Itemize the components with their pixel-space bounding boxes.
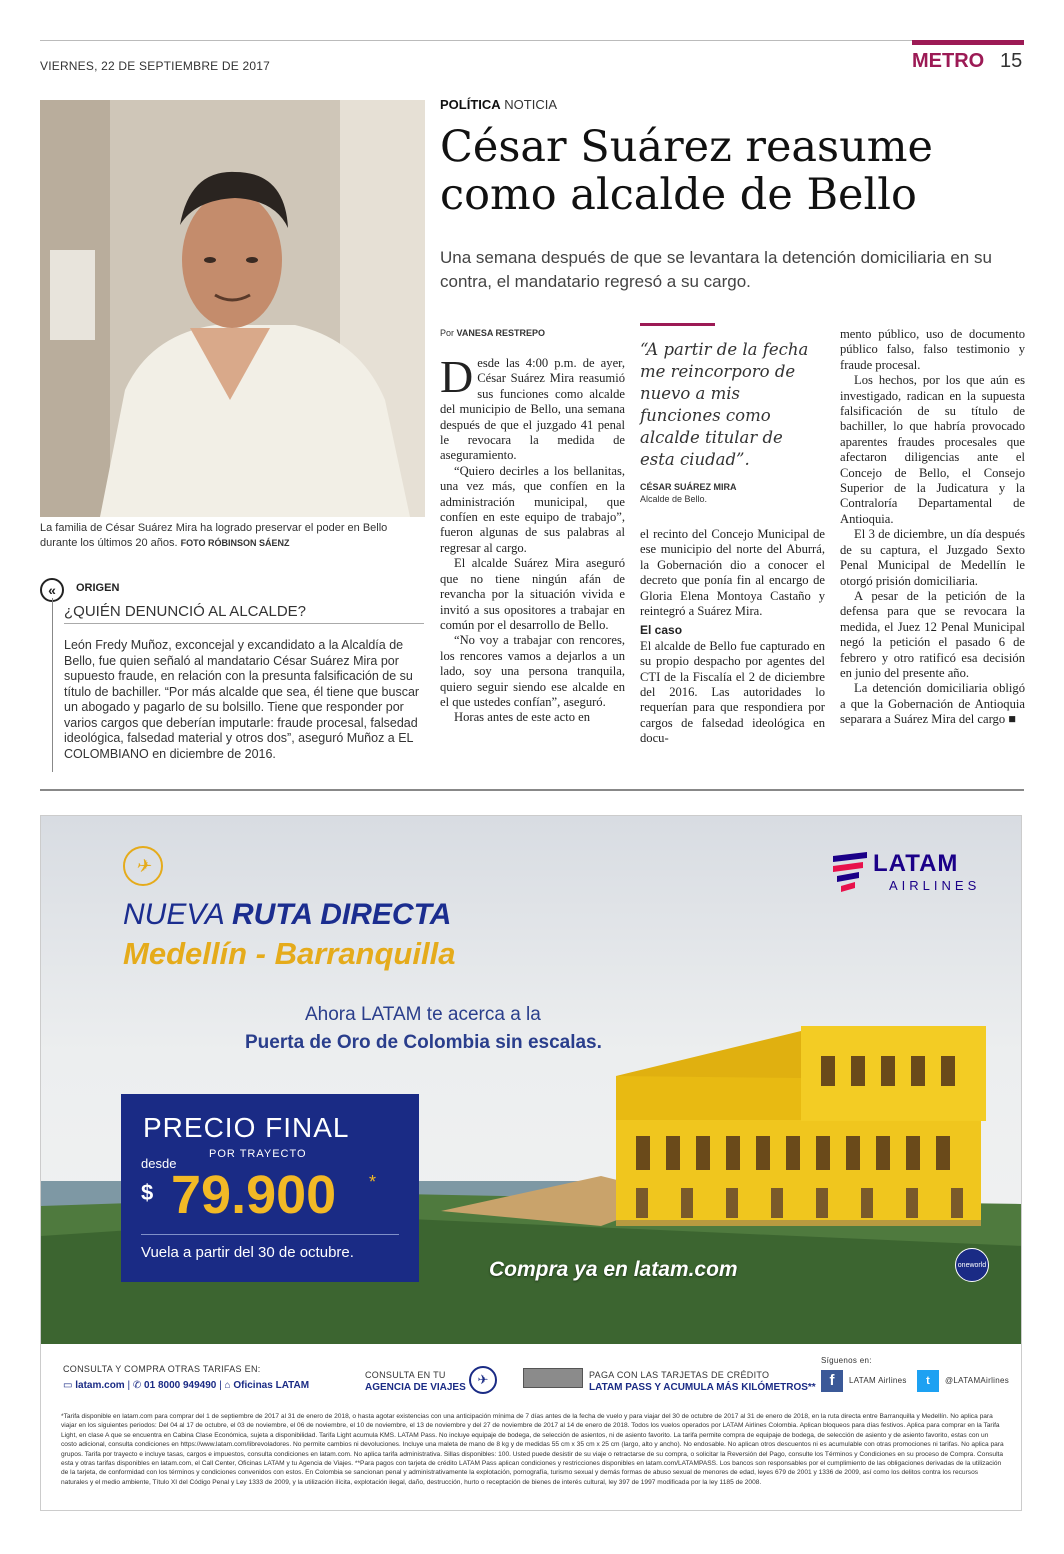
agency-icon: ✈: [469, 1366, 497, 1394]
mayor-photo-illustration: [40, 100, 425, 517]
page-number: 15: [1000, 50, 1023, 72]
col2-paragraph-1: el recinto del Concejo Municipal de ese municipio del norte del Aburrá, la Gobernación dio a conocer el decreto que ponía fin al encargo de Gloria Elena Montoya Castaño y reintegró a Suárez Mira.: [640, 527, 825, 619]
price-title: PRECIO FINAL: [143, 1112, 350, 1143]
footer-sep: |: [127, 1380, 133, 1391]
article-ad-separator: [40, 789, 1024, 791]
latam-advertisement[interactable]: [40, 815, 1022, 1511]
issue-date: VIERNES, 22 DE SEPTIEMBRE DE 2017: [40, 59, 271, 73]
col3-paragraph-1: mento público, uso de documento público falso, falso testimonio y fraude procesal.: [840, 327, 1025, 372]
ad-tagline-1: Ahora LATAM te acerca a la: [305, 1004, 541, 1025]
subtitle: Una semana después de que se levantara la detención domiciliaria en su contra, el mandatario regresó a su cargo.: [440, 248, 992, 291]
monitor-icon: ▭: [63, 1380, 73, 1391]
office-icon: ⌂: [224, 1380, 231, 1391]
price-subtitle: POR TRAYECTO: [209, 1148, 307, 1160]
latam-brand: LATAM: [873, 850, 959, 877]
price-box: [121, 1094, 419, 1282]
footer-web-link[interactable]: latam.com: [75, 1380, 125, 1391]
price-asterisk: *: [369, 1172, 377, 1192]
price-desde: desde: [141, 1156, 177, 1171]
footer-consulta-label: CONSULTA Y COMPRA OTRAS TARIFAS EN:: [63, 1364, 261, 1374]
price-amount: 79.900: [171, 1165, 337, 1225]
kicker-section: POLÍTICA: [440, 97, 501, 112]
photo-credit: FOTO RÓBINSON SÁENZ: [180, 538, 290, 548]
origin-text: León Fredy Muñoz, exconcejal y excandidato a la Alcaldía de Bello, fue quien señaló al mandatario César Suárez Mira por supuesto fraude, en relación con la presunta falsificación de su título de bachiller. “Por más alcalde que sea, él tiene que buscar un abogado y pagarlo de su bolsillo. Tiene que responder por varios cargos que deberían imputarle: fraude procesal, falsedad ideológica, falsedad material y otros dos”, aseguró Muñoz a EL COLOMBIANO en diciembre de 2016.: [64, 638, 420, 761]
footer-follow-label: Síguenos en:: [821, 1356, 872, 1365]
col3-paragraph-4: A pesar de la petición de la defensa para que se revocara la medida, el Juez 12 Penal Municipal negó la petición el pasado 6 de febrero y otro ratificó esa decisión en junio del presente año.: [840, 588, 1025, 680]
footer-twitter[interactable]: @LATAMAirlines: [945, 1376, 1010, 1385]
byline: [440, 328, 545, 338]
col1-paragraph-5: Horas antes de este acto en: [454, 710, 591, 725]
ad-fine-print: *Tarifa disponible en latam.com para comprar del 1 de septiembre de 2017 al 31 de enero de 2018, o hasta agotar existencias con una anticipación mínima de 7 días antes de la fecha de vuelo y para viajar del 30 de octubre de 2017 al 31 de enero de 2018, en la ruta directa entre Barranquilla y Medellín. No aplica para viajar en los siguientes periodos: Del 04 al 17 de octubre, el 03 de noviembre, el 06 de noviembre, el 10 de noviembre, el 13 de noviembre y del 27 de noviembre de 2017 al 14 de enero de 2018. Todos los vuelos operados por LATAM Airlines Colombia. Aplican bloqueos para días festivos. Aplica para comprar en la Tarifa Light, en clase A que se encuentra en Cabina Clase Económica, sujeta a disponibilidad. Tarifa Light acumula KMS. LATAM Pass. No incluye equipaje de bodega, de selección de asientos, ni de asiento favorito. La tarifa permite compra de equipaje de bodega, de selección de asiento y de asiento favorito, estas con un costo adicional, consulta condiciones en https://www.latam.com/librevoladores. No permite cambios ni devoluciones. Incluye una maleta de mano de 8 kg y de medidas 55 cm x 35 cm x 25 cm (largo, alto y ancho). No endosable. No aplican otros descuentos ni es acumulable con otras promociones ni tarifas. No aplica para grupos. Tarifa por trayecto e incluye tasas, cargos e impuestos, consulta condiciones en latam.com. No aplica tarifa administrativa. Sillas disponibles: 100. Usted puede desistir de su viaje o retractarse de su compra, o solicitar la Reversión del Pago, consulte los Términos y Condiciones en su proceso de Compra. Consulta esta y otras tarifas disponibles en latam.com, el Call Center, Oficinas LATAM y tu Agencia de Viajes. **Para pagos con tarjeta de crédito LATAM Pass aplican condiciones y restricciones disponibles en latam.com/LATAMPASS. Los bancos son responsables por el cumplimiento de las obligaciones derivadas de la utilización de la tarjeta, de conformidad con los términos y condiciones convenidos con estos. En Colombia se sancionan penal y administrativamente la explotación, pornografía, turismo sexual y demás formas de abuso sexual de menores de edad, leyes 679 de 2001 y 1336 de 2009, así como los delitos contra los recursos naturales y el medio ambiente, Título XI del Código Penal y Ley 1333 de 2009, y la utilización ilícita, explotación ilegal, daño, destrucción, hurto o receptación de bienes de interés cultural, ley 397 de 1997 modificada por la ley 1185 de 2008.: [61, 1413, 1004, 1486]
top-rule: [40, 40, 1024, 41]
article-column-1: [440, 351, 625, 726]
footer-card-label: PAGA CON LAS TARJETAS DE CRÉDITO: [589, 1370, 770, 1380]
footer-agency-bold: AGENCIA DE VIAJES: [365, 1382, 466, 1393]
pull-quote-role: Alcalde de Bello.: [640, 494, 708, 504]
price-currency: $: [141, 1180, 154, 1205]
ad-footer: [41, 1344, 1022, 1511]
headline: César Suárez reasume como alcalde de Bello: [440, 122, 934, 220]
byline-author: VANESA RESTREPO: [456, 328, 546, 338]
col3-paragraph-5: La detención domiciliaria obligó a que la Gobernación de Antioquia separara a Suárez Mira del cargo ■: [840, 681, 1025, 727]
footer-card-bold: LATAM PASS Y ACUMULA MÁS KILÓMETROS**: [589, 1382, 816, 1393]
footer-offices[interactable]: Oficinas LATAM: [233, 1380, 310, 1391]
origin-kicker: ORIGEN: [76, 582, 120, 594]
col2-paragraph-2: El alcalde de Bello fue capturado en su propio despacho por agentes del CTI de la Fiscalía el 2 de diciembre del 2016. Las autoridades lo requerían para que respondiera por cargos de falsedad ideológica en docu-: [640, 638, 825, 746]
origin-question: ¿QUIÉN DENUNCIÓ AL ALCALDE?: [64, 603, 307, 620]
footer-contacts: [63, 1380, 309, 1391]
col2-subhead: El caso: [640, 623, 683, 638]
byline-prefix: Por: [440, 328, 455, 338]
twitter-icon[interactable]: t: [917, 1370, 939, 1392]
phone-icon: ✆: [132, 1380, 142, 1391]
pull-quote-bar: [640, 323, 715, 326]
kicker-type: NOTICIA: [504, 97, 558, 112]
ad-route: Medellín - Barranquilla: [123, 936, 456, 971]
ad-headline: [123, 898, 451, 932]
col1-paragraph-3: El alcalde Suárez Mira aseguró que no tiene ningún afán de revancha por la situación vivida e invitó a sus opositores a trabajar en común por el desarrollo de Bello.: [440, 556, 625, 632]
footer-sep-2: |: [219, 1380, 225, 1391]
ad-headline-bold: RUTA DIRECTA: [231, 898, 452, 931]
photo-caption: [40, 521, 425, 551]
price-divider: [141, 1234, 399, 1235]
col1-paragraph-2: “Quiero decirles a los bellanitas, una vez más, que confíen en la administración municipal, que confíen en este equipo de trabajo”, fueron algunas de sus palabras al regresar al cargo.: [440, 463, 625, 555]
ad-headline-light: NUEVA: [123, 898, 224, 931]
double-chevron-left-icon: «: [40, 578, 64, 602]
footer-phone[interactable]: 01 8000 949490: [144, 1380, 217, 1391]
ad-cta-link[interactable]: Compra ya en latam.com: [489, 1258, 738, 1281]
latam-logo-icon: [833, 848, 867, 896]
pull-quote-author: CÉSAR SUÁREZ MIRA: [640, 482, 737, 492]
route-emblem-icon: ✈: [123, 846, 163, 886]
drop-cap: D: [440, 351, 474, 402]
article-kicker: [440, 97, 557, 112]
footer-facebook[interactable]: LATAM Airlines: [849, 1376, 907, 1385]
caption-text: La familia de César Suárez Mira ha logrado preservar el poder en Bello durante los últimos 20 años.: [40, 522, 388, 549]
mayor-photo: [40, 100, 425, 517]
col3-paragraph-2: Los hechos, por los que aún es investigado, radican en la supuesta falsificación de su título de bachiller, lo que habría provocado aparentes fraudes procesales que afectaron diligencias ante el Concejo de Bello, el Consejo Superior de la Judicatura y la Contraloría Departamental de Antioquia.: [840, 373, 1025, 526]
price-note: Vuela a partir del 30 de octubre.: [141, 1244, 354, 1261]
section-accent-bar: [912, 40, 1024, 45]
facebook-icon[interactable]: f: [821, 1370, 843, 1392]
pull-quote: “A partir de la fecha me reincorporo de nuevo a mis funciones como alcalde titular de esta ciudad”.: [640, 340, 809, 469]
credit-card-image: [523, 1368, 583, 1388]
col3-paragraph-3: El 3 de diciembre, un día después de su captura, el Juzgado Sexto Penal Municipal de Medellín le otorgó prisión domiciliaria.: [840, 527, 1025, 588]
footer-agency-label: CONSULTA EN TU: [365, 1370, 446, 1380]
article-column-3: [840, 327, 1025, 728]
article-column-2: [640, 527, 825, 747]
col1-paragraph-1: esde las 4:00 p.m. de ayer, César Suárez Mira reasumió sus funciones como alcalde del municipio de Bello, una semana después de que el juzgado 41 penal le revocara la medida de aseguramiento.: [440, 356, 625, 463]
latam-brand-sub: AIRLINES: [889, 878, 981, 893]
oneworld-logo-icon: oneworld: [955, 1248, 989, 1282]
origin-divider: [64, 623, 424, 624]
col1-paragraph-4: “No voy a trabajar con rencores, los rencores vamos a dejarlos a un lado, soy una persona tranquila, quiero seguir siendo ese alcalde en el que ustedes confían”, aseguró.: [440, 633, 625, 709]
ad-tagline-2: Puerta de Oro de Colombia sin escalas.: [245, 1032, 602, 1053]
section-name: METRO: [912, 50, 985, 72]
